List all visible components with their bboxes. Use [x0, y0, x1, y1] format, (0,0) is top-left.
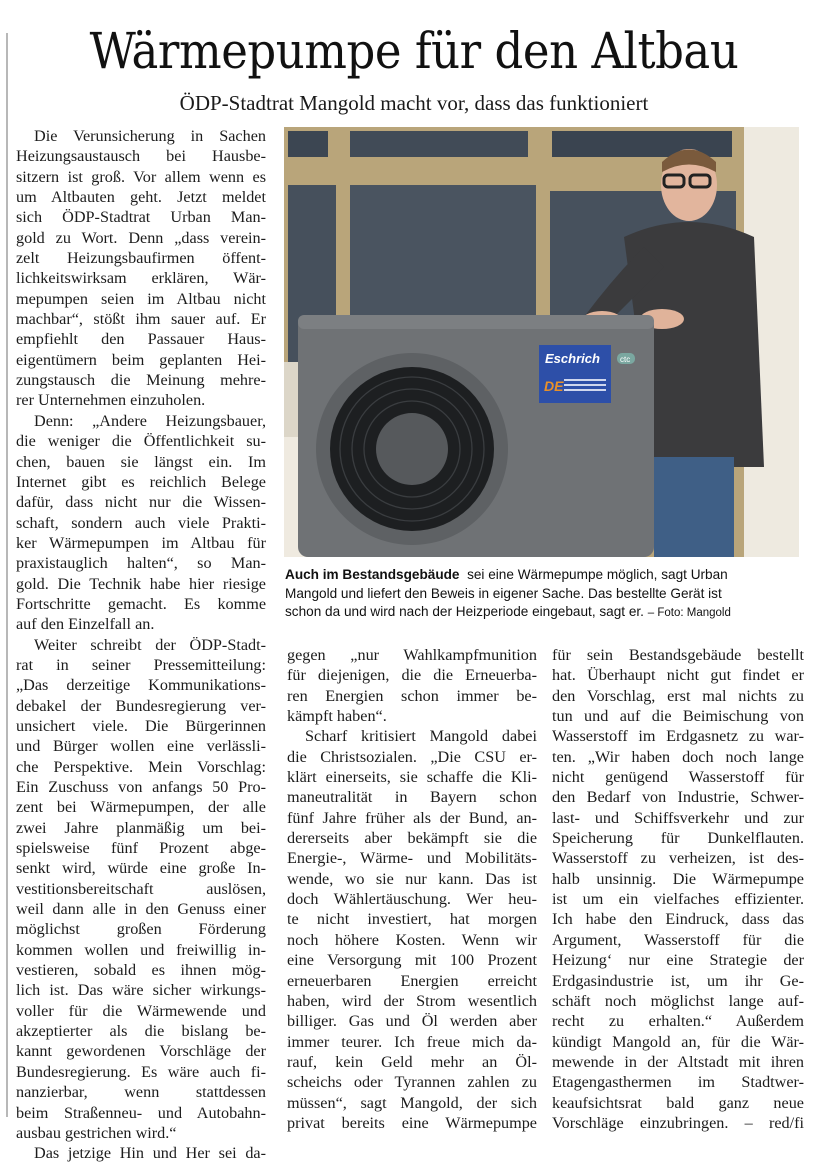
- text-line: Weiter schreibt der ÖDP-Stadt-: [34, 635, 266, 654]
- text-line: Die Verunsicherung in Sachen: [34, 127, 266, 145]
- caption-text: schon da und wird nach der Heizperiode eingebaut, sagt er.: [285, 604, 644, 619]
- text-line: beim Straßenneu- und Autobahn-: [16, 1103, 266, 1122]
- text-line: erneuerbaren Energien erreicht: [287, 971, 537, 990]
- article-column-2: [287, 645, 537, 1133]
- article-photo: [284, 127, 799, 557]
- label-text-line: [564, 389, 606, 391]
- text-line: mewende in der Altstadt mit ihren: [552, 1052, 804, 1071]
- text-line: zelt Heizungsbaufirmen öffent-: [16, 249, 266, 268]
- text-line: klärt einerseits, sie schaffe die Kli-: [287, 768, 537, 787]
- text-line: debakel der Bundesregierung ver-: [16, 696, 266, 715]
- article-column-3: [552, 645, 804, 1133]
- text-line: dererseits aber bekämpft sie die: [287, 829, 537, 848]
- text-line: Denn: „Andere Heizungsbauer,: [34, 411, 266, 430]
- text-line: sitzern ist groß. Vor allem wenn es: [16, 167, 266, 186]
- text-line: ren Energien schon immer be-: [287, 686, 537, 705]
- text-line: billiger. Gas und Öl werden aber: [287, 1012, 537, 1031]
- text-line: Etagengasthermen im Stadtwer-: [552, 1073, 804, 1092]
- text-line: Heizung‘ nur eine Strategie der: [552, 951, 804, 970]
- text-line: und Bürger wollen eine verlässli-: [16, 737, 266, 756]
- text-line: senkt wird, würde eine große In-: [16, 859, 266, 878]
- text-line: privat bereits eine Wärmepumpe: [287, 1113, 537, 1132]
- text-line: machbar“, stößt ihm sauer auf. Er: [16, 310, 266, 329]
- text-line: Wasserstoff im Erdgasnetz zu war-: [552, 727, 804, 746]
- text-line: voller für die Wärmewende und: [16, 1001, 266, 1020]
- text-line: chen, bauen sie längst ein. Im: [16, 452, 266, 471]
- text-line: kämpft haben“.: [287, 707, 387, 726]
- window-pane: [288, 131, 328, 157]
- text-line: zungstausch die Meinung mehre-: [16, 371, 266, 390]
- text-line: nicht genügend Wasserstoff für: [552, 768, 804, 787]
- text-line: vestitionsbereitschaft auslösen,: [16, 879, 266, 898]
- text-line: müssen“, sagt Mangold, der sich: [287, 1093, 537, 1112]
- window-pane: [552, 131, 732, 157]
- text-line: praxistauglich halten“, so Man-: [16, 554, 266, 573]
- text-line: Ich habe den Eindruck, dass das: [552, 910, 804, 929]
- heat-pump-top: [298, 315, 654, 329]
- photo-credit: – Foto: Mangold: [647, 607, 731, 619]
- text-line: kannt gewordenen Vorschläge der: [16, 1042, 266, 1061]
- text-line: die weniger die Öffentlichkeit su-: [16, 432, 266, 451]
- text-line: ausbau gestrichen wird.“: [16, 1123, 177, 1142]
- text-line: Erdgasindustrie ist, um ihr Ge-: [552, 971, 804, 990]
- person-jeans: [654, 457, 734, 557]
- text-line: ist um ein vielfaches effizienter.: [552, 890, 804, 909]
- caption-line: [285, 566, 805, 585]
- text-line: lichkeitswirksam erklären, Wär-: [16, 269, 266, 288]
- text-line: sich ÖDP-Stadtrat Urban Man-: [16, 208, 266, 227]
- text-line: wende, wo sie nur kann. Das ist: [287, 869, 537, 888]
- text-line: halb unsinnig. Die Wärmepumpe: [552, 869, 804, 888]
- text-line: ten. „Wir haben doch noch lange: [552, 747, 804, 766]
- text-line: Heizungsaustausch bei Hausbe-: [16, 147, 266, 166]
- caption-text: sei eine Wärmepumpe möglich, sagt Urban: [467, 567, 728, 582]
- text-line: hat. Überhaupt nicht gut findet er: [552, 666, 804, 685]
- text-line: eine Versorgung mit 100 Prozent: [287, 951, 537, 970]
- column-rule: [6, 33, 8, 1117]
- text-line: „Das derzeitige Kommunikations-: [16, 676, 266, 695]
- text-line: Vorschläge einzubringen. – red/fi: [552, 1113, 804, 1132]
- text-line: last- und Schiffsverkehr und zur: [552, 808, 804, 827]
- text-line: Das jetzige Hin und Her sei da-: [34, 1144, 266, 1163]
- text-line: gegen „nur Wahlkampfmunition: [287, 646, 537, 664]
- text-line: lich ist. Das wäre sicher wirkungs-: [16, 981, 266, 1000]
- text-line: noch höhere Kosten. Wenn wir: [287, 930, 537, 949]
- text-line: zent bei Wärmepumpen, der alle: [16, 798, 266, 817]
- text-line: recht zu erhalten.“ Außerdem: [552, 1012, 804, 1031]
- caption-line: [285, 603, 805, 623]
- label-text-line: [564, 379, 606, 381]
- text-line: ker Wärmepumpen im Altbau für: [16, 533, 266, 552]
- text-line: die Christsozialen. „Die CSU er-: [287, 747, 537, 766]
- text-line: rat in seiner Pressemitteilung:: [16, 655, 266, 674]
- text-line: rer Unternehmen einzuholen.: [16, 391, 206, 410]
- text-line: immer teurer. Ich freue mich da-: [287, 1032, 537, 1051]
- article-column-1: [16, 126, 266, 1164]
- installer-brand: Eschrich: [545, 351, 600, 366]
- text-line: fünf Jahre früher als der Bund, an-: [287, 808, 537, 827]
- text-line: scheichs oder Tyrannen zahlen zu: [287, 1073, 537, 1092]
- text-line: tun und auf die Beimischung von: [552, 707, 804, 726]
- ctc-badge-text: ctc: [620, 355, 631, 364]
- text-line: auf den Einzelfall an.: [16, 615, 155, 634]
- text-line: möglichst großen Förderung: [16, 920, 266, 939]
- text-line: Ein Zuschuss von anfangs 50 Pro-: [16, 778, 266, 796]
- text-line: kommen wollen und freiwillig in-: [16, 940, 266, 959]
- text-line: doch Wählertäuschung. Wer heu-: [287, 890, 537, 909]
- text-line: te nicht investiert, hat morgen: [287, 910, 537, 929]
- text-line: mepumpen seien im Altbau nicht: [16, 289, 266, 308]
- fan-hub: [376, 413, 448, 485]
- text-line: vestieren, sobald es ihnen mög-: [16, 961, 266, 980]
- window-pane: [350, 131, 528, 157]
- text-line: eigentümern beim geplanten Hei-: [16, 350, 266, 369]
- text-line: schaft, sondern auch viele Prakti-: [16, 513, 266, 532]
- label-text-line: [564, 384, 606, 386]
- text-line: den Vorschlag, erst mal nichts zu: [552, 686, 804, 705]
- text-line: um Altbauten geht. Jetzt meldet: [16, 188, 266, 207]
- text-line: keaufsichtsrat bald ganz neue: [552, 1093, 804, 1112]
- text-line: Argument, Wasserstoff für die: [552, 930, 804, 949]
- text-line: Wasserstoff zu verheizen, ist des-: [552, 849, 804, 868]
- text-line: unsichert viele. Die Bürgerinnen: [16, 716, 266, 735]
- text-line: Speicherung für Dunkelflauten.: [552, 829, 804, 848]
- photo-caption: [285, 566, 805, 623]
- text-line: gold zu Wort. Denn „dass verein-: [16, 228, 266, 247]
- text-line: spielsweise fünf Prozent abge-: [16, 839, 266, 858]
- installer-logo: DE: [544, 378, 564, 394]
- headline: Wärmepumpe für den Altbau: [89, 22, 739, 80]
- text-line: Scharf kritisiert Mangold dabei: [305, 727, 537, 746]
- text-line: kündigt Mangold an, für die Wär-: [552, 1032, 804, 1051]
- text-line: schäft noch möglichst lange auf-: [552, 991, 804, 1010]
- text-line: nanzierbar, wenn stattdessen: [16, 1083, 266, 1102]
- text-line: che Perspektive. Mein Vorschlag:: [16, 757, 266, 776]
- text-line: Fortschritte gemacht. Es komme: [16, 594, 266, 613]
- text-line: dafür, dass nicht nur die Wissen-: [16, 493, 266, 512]
- photo-illustration: [284, 127, 799, 557]
- text-line: akzeptierter als die bislang be-: [16, 1022, 266, 1041]
- text-line: für diejenigen, die die Erneuerba-: [287, 666, 537, 685]
- text-line: rauf, kein Geld mehr an Öl-: [287, 1052, 537, 1071]
- subheadline: ÖDP-Stadtrat Mangold macht vor, dass das funktioniert: [179, 91, 649, 115]
- caption-line: Mangold und liefert den Beweis in eigener Sache. Das bestellte Gerät ist: [285, 585, 722, 601]
- text-line: maneutralität in Bayern schon: [287, 788, 537, 807]
- text-line: zwei Jahre planmäßig um bei-: [16, 818, 266, 837]
- text-line: haben, wird der Strom wesentlich: [287, 991, 537, 1010]
- text-line: für sein Bestandsgebäude bestellt: [552, 646, 804, 664]
- text-line: Bundesregierung. Es wäre auch fi-: [16, 1062, 266, 1081]
- text-line: empfiehlt den Passauer Haus-: [16, 330, 266, 349]
- caption-lead: Auch im Bestandsgebäude: [285, 567, 460, 582]
- text-line: Energie-, Wärme- und Mobilitäts-: [287, 849, 537, 868]
- text-line: den Bedarf von Industrie, Schwer-: [552, 788, 804, 807]
- text-line: weil dann alle in den Genuss einer: [16, 900, 266, 919]
- text-line: Internet gibt es reichlich Belege: [16, 472, 266, 491]
- text-line: gold. Die Technik habe hier riesige: [16, 574, 266, 593]
